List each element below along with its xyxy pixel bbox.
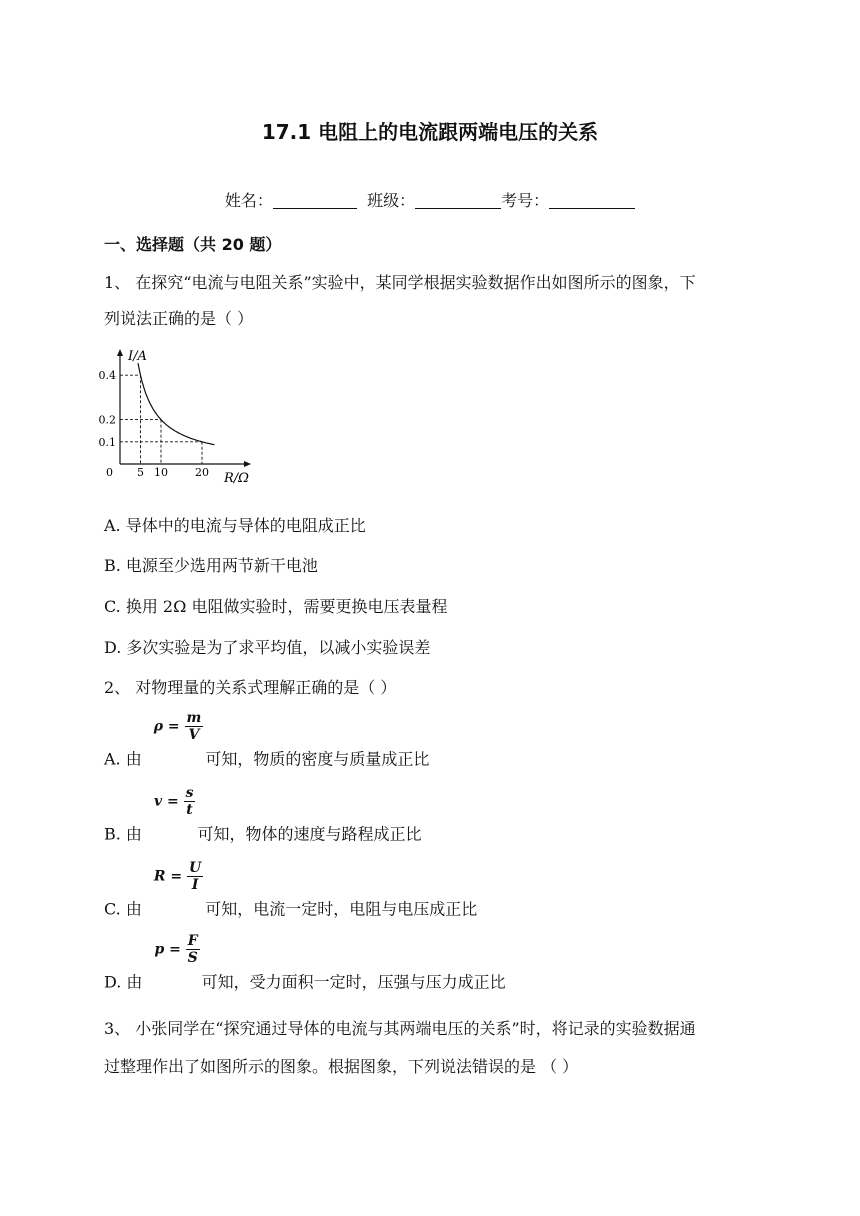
equals-sign: =	[162, 793, 184, 810]
name-blank	[273, 192, 357, 209]
x-axis-arrow	[244, 461, 251, 467]
numerator: F	[187, 933, 198, 949]
formula-lhs: ρ	[153, 718, 164, 735]
question-1-option-d: D. 多次实验是为了求平均值，以减小实验误差	[104, 638, 431, 657]
question-1-option-c: C. 换用 2Ω 电阻做实验时，需要更换电压表量程	[104, 597, 448, 616]
option-text: 可知，电流一定时，电阻与电压成正比	[205, 899, 478, 919]
question-2-option-b	[104, 785, 422, 845]
formula	[154, 785, 196, 818]
denominator: I	[191, 877, 199, 893]
class-label: 班级：	[367, 191, 416, 210]
y-tick-label: 0.2	[98, 413, 116, 427]
formula	[154, 933, 199, 966]
option-label: B. 由	[104, 824, 142, 844]
denominator: S	[187, 950, 198, 966]
name-label: 姓名：	[224, 191, 273, 210]
origin-label: 0	[106, 466, 113, 479]
x-tick-label: 10	[154, 466, 168, 479]
equals-sign: =	[165, 868, 187, 885]
numerator: s	[185, 785, 194, 801]
question-1-option-b: B. 电源至少选用两节新干电池	[104, 556, 318, 575]
option-label: A. 由	[104, 749, 142, 769]
class-blank	[415, 192, 501, 209]
x-tick-label: 20	[195, 466, 209, 479]
option-text: 可知，物体的速度与路程成正比	[197, 824, 422, 844]
formula	[154, 860, 203, 893]
question-1	[104, 268, 764, 334]
option-label: C. 由	[104, 899, 142, 919]
formula-lhs: R	[153, 868, 166, 885]
question-2-option-c	[104, 860, 478, 920]
question-1-chart	[98, 342, 258, 490]
numerator: U	[188, 860, 202, 876]
numerator: m	[186, 710, 202, 726]
question-1-option-a: A. 导体中的电流与导体的电阻成正比	[104, 516, 366, 535]
section-heading: 一、选择题（共 20 题）	[104, 235, 282, 254]
question-2-option-a	[104, 710, 430, 770]
y-tick-label: 0.4	[98, 369, 116, 383]
fraction	[184, 785, 196, 818]
series-line	[138, 363, 214, 445]
y-axis-arrow	[117, 349, 123, 356]
y-axis-label: I/A	[128, 349, 147, 364]
option-text: 可知，物质的密度与质量成正比	[205, 749, 430, 769]
option-text: 可知，受力面积一定时，压强与压力成正比	[201, 972, 506, 992]
formula	[154, 710, 204, 743]
question-3-line-1: 3、 小张同学在“探究通过导体的电流与其两端电压的关系”时，将记录的实验数据通	[104, 1019, 696, 1038]
y-tick-label: 0.1	[98, 435, 116, 449]
x-axis-label: R/Ω	[224, 471, 249, 486]
fraction	[187, 860, 203, 893]
page-title: 17.1 电阻上的电流跟两端电压的关系	[261, 120, 599, 144]
question-2: 2、 对物理量的关系式理解正确的是（ ）	[104, 678, 397, 697]
denominator: V	[188, 727, 200, 743]
question-2-option-d	[104, 933, 506, 993]
question-1-line-2: 列说法正确的是（ ）	[104, 309, 254, 328]
question-3-line-2: 过整理作出了如图所示的图象。根据图象，下列说法错误的是 （ ）	[104, 1057, 579, 1076]
option-label: D. 由	[104, 972, 143, 992]
formula-lhs: p	[154, 941, 165, 958]
student-info-line	[0, 188, 860, 211]
x-tick-label: 5	[137, 466, 144, 479]
equals-sign: =	[163, 718, 185, 735]
question-3	[104, 1014, 764, 1082]
exam-label: 考号：	[501, 191, 550, 210]
question-1-line-1: 1、 在探究“电流与电阻关系”实验中，某同学根据实验数据作出如图所示的图象，下	[104, 273, 696, 292]
equals-sign: =	[164, 941, 186, 958]
exam-blank	[549, 192, 635, 209]
fraction	[186, 933, 200, 966]
formula-lhs: v	[153, 793, 163, 810]
denominator: t	[186, 802, 193, 818]
fraction	[185, 710, 204, 743]
